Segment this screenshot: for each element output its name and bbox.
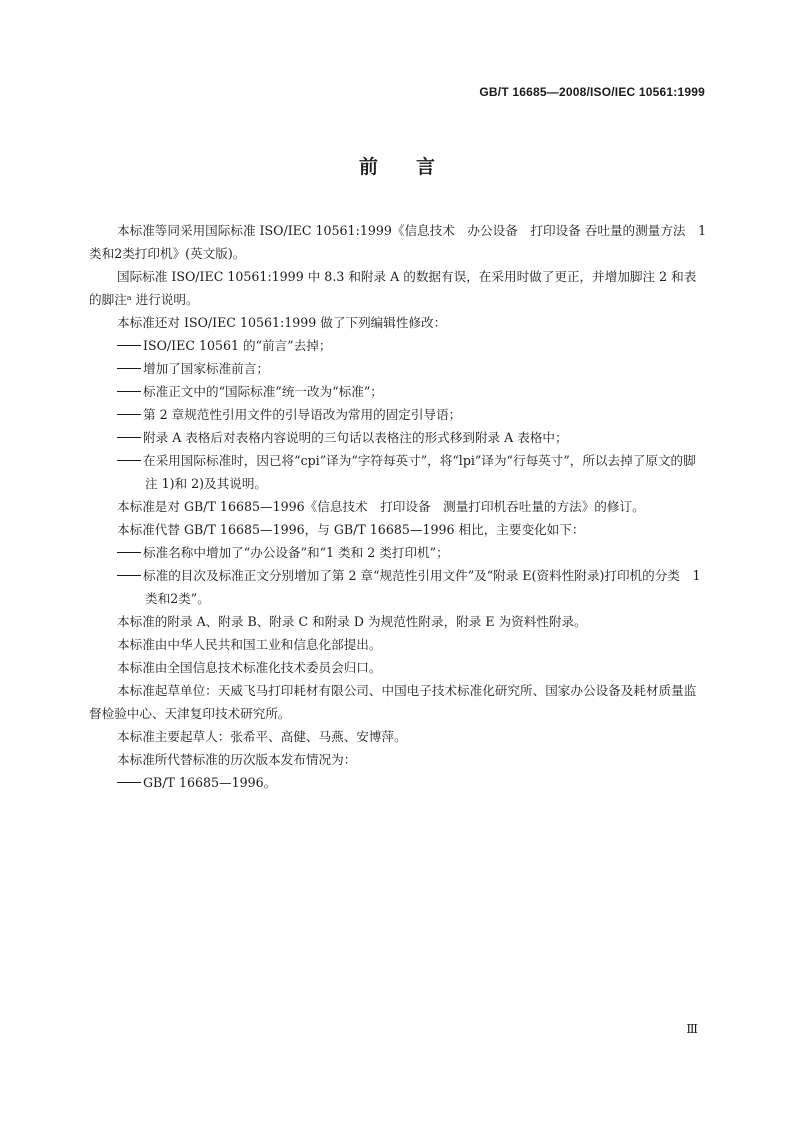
- dash-list-item: [89, 357, 707, 380]
- body-paragraph: 本标准的附录 A、附录 B、附录 C 和附录 D 为规范性附录，附录 E 为资料性附录。: [117, 614, 587, 629]
- foreword-body: [89, 219, 707, 794]
- dash-list-item: [89, 564, 707, 610]
- dash-list-item: [89, 449, 707, 495]
- dash-list-text: 第 2 章规范性引用文件的引导语改为常用的固定引导语；: [143, 407, 462, 422]
- page-title-part1: 前: [358, 156, 378, 178]
- body-paragraph: 本标准是对 GB/T 16685—1996《信息技术 打印设备 测量打印机吞吐量的方法》的修订。: [117, 499, 645, 514]
- dash-bullet-icon: [117, 345, 141, 347]
- dash-bullet-icon: [117, 391, 141, 393]
- dash-list-text: 增加了国家标准前言；: [143, 361, 269, 376]
- dash-bullet-icon: [117, 460, 141, 462]
- body-paragraph: 本标准起草单位：天威飞马打印耗材有限公司、中国电子技术标准化研究所、国家办公设备及耗材质量监督检验中心、天津复印技术研究所。: [89, 683, 697, 721]
- dash-list-text: 附录 A 表格后对表格内容说明的三句话以表格注的形式移到附录 A 表格中；: [143, 430, 568, 445]
- body-paragraph: 本标准由全国信息技术标准化技术委员会归口。: [117, 660, 382, 675]
- dash-bullet-icon: [117, 368, 141, 370]
- page-title-part2: 言: [416, 156, 436, 178]
- body-paragraph: 本标准主要起草人：张希平、高健、马燕、安博萍。: [117, 729, 407, 744]
- body-paragraph: 本标准还对 ISO/IEC 10561:1999 做了下列编辑性修改：: [117, 315, 447, 330]
- dash-list-item: [89, 403, 707, 426]
- dash-list-item: [89, 380, 707, 403]
- dash-list-text: 标准名称中增加了“办公设备”和“1 类和 2 类打印机”；: [143, 545, 449, 560]
- dash-bullet-icon: [117, 552, 141, 554]
- dash-bullet-icon: [117, 437, 141, 439]
- dash-bullet-icon: [117, 575, 141, 577]
- body-paragraph: 本标准代替 GB/T 16685—1996，与 GB/T 16685—1996 相比，主要变化如下：: [117, 522, 585, 537]
- dash-bullet-icon: [117, 782, 141, 784]
- dash-list-item: [89, 334, 707, 357]
- document-code-header: GB/T 16685—2008/ISO/IEC 10561:1999: [479, 85, 705, 99]
- body-paragraph: 本标准所代替标准的历次版本发布情况为：: [117, 752, 357, 767]
- dash-list-text: ISO/IEC 10561 的“前言”去掉；: [143, 338, 332, 353]
- dash-list-item: [89, 541, 707, 564]
- dash-list-item: [89, 426, 707, 449]
- body-paragraph: 本标准等同采用国际标准 ISO/IEC 10561:1999《信息技术 办公设备 打印设备 吞吐量的测量方法 1类和2类打印机》(英文版)。: [89, 223, 707, 261]
- body-paragraph: 国际标准 ISO/IEC 10561:1999 中 8.3 和附录 A 的数据有误，在采用时做了更正，并增加脚注 2 和表的脚注ᵃ 进行说明。: [89, 269, 697, 307]
- dash-list-text: 标准正文中的“国际标准”统一改为“标准”；: [143, 384, 383, 399]
- body-paragraph: 本标准由中华人民共和国工业和信息化部提出。: [117, 637, 382, 652]
- page-title: [0, 152, 794, 179]
- dash-list-text: 在采用国际标准时，因已将“cpi”译为“字符每英寸”，将“lpi”译为“行每英寸”，所以去掉了原文的脚注 1)和 2)及其说明。: [143, 453, 696, 491]
- dash-bullet-icon: [117, 414, 141, 416]
- dash-list-text: 标准的目次及标准正文分别增加了第 2 章“规范性引用文件”及“附录 E(资料性附录)打印机的分类 1类和2类”。: [143, 568, 701, 606]
- dash-list-item: [89, 771, 707, 794]
- dash-list-text: GB/T 16685—1996。: [143, 775, 277, 790]
- page-number: Ⅲ: [686, 1022, 698, 1036]
